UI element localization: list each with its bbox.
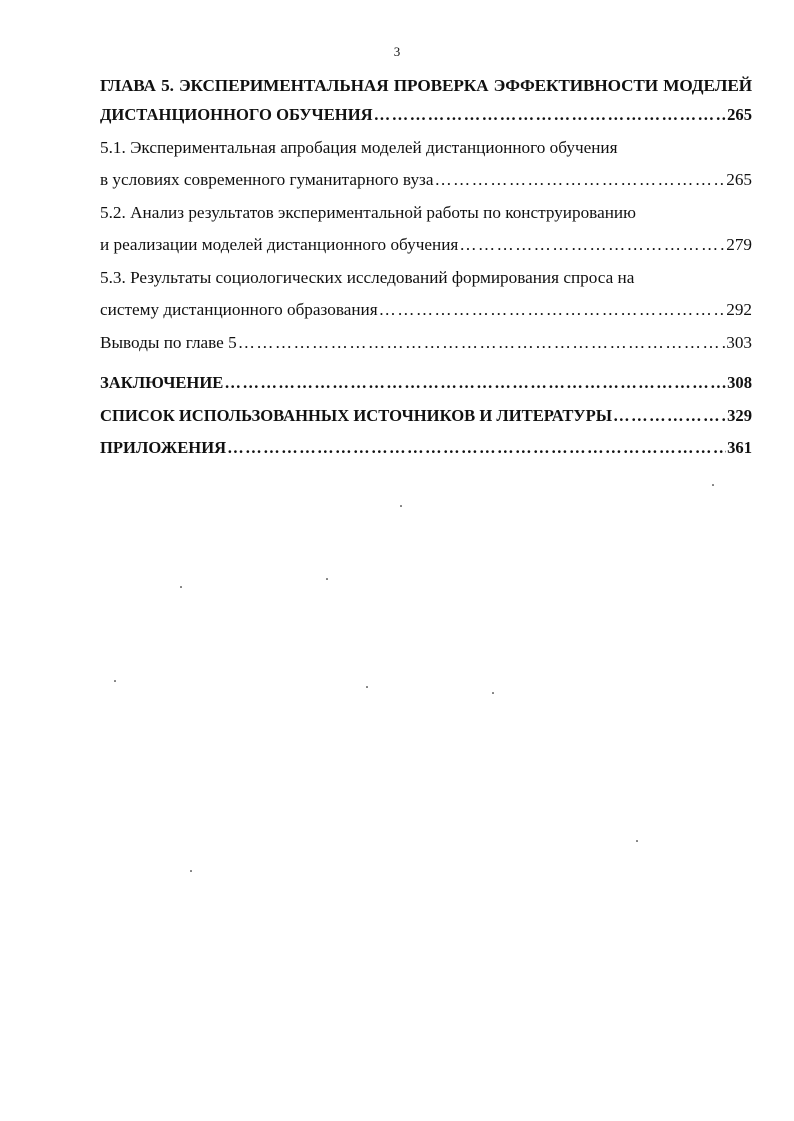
scan-speck — [712, 484, 714, 486]
conclusions-title: Выводы по главе 5 — [100, 332, 237, 352]
leader-dots — [224, 367, 726, 400]
section-title-text: и реализации моделей дистанционного обучения — [100, 235, 459, 254]
toc-chapter-5 — [100, 73, 752, 132]
section-title-line1: 5.1. Экспериментальная апробация моделей дистанционного обучения — [100, 137, 618, 157]
scan-speck — [366, 686, 368, 688]
scan-speck — [190, 870, 192, 872]
chapter-title-line2 — [100, 99, 752, 132]
toc-appendices — [100, 432, 752, 465]
section-title-text: систему дистанционного образования — [100, 300, 378, 319]
page-number: 3 — [393, 44, 401, 59]
chapter-title-text: ДИСТАНЦИОННОГО ОБУЧЕНИЯ — [100, 105, 373, 124]
scan-speck — [180, 586, 182, 588]
toc-conclusion — [100, 367, 752, 400]
back-matter-title: ПРИЛОЖЕНИЯ — [100, 438, 227, 457]
section-title-line1: 5.2. Анализ результатов экспериментальной работы по конструированию — [100, 202, 636, 222]
section-page: 265 — [726, 170, 752, 189]
back-matter-title: СПИСОК ИСПОЛЬЗОВАННЫХ ИСТОЧНИКОВ И ЛИТЕРАТУРЫ — [100, 405, 613, 425]
conclusions-page: 303 — [726, 332, 752, 352]
leader-dots — [227, 432, 726, 465]
section-title-text: в условиях современного гуманитарного вуза — [100, 170, 434, 189]
section-page: 279 — [726, 235, 752, 254]
section-title-line2 — [100, 294, 752, 327]
toc-references — [100, 400, 752, 433]
back-matter-page: 361 — [727, 438, 752, 457]
leader-dots — [374, 99, 727, 132]
scan-speck — [114, 680, 116, 682]
scan-speck — [636, 840, 638, 842]
back-matter-page: 308 — [727, 373, 752, 392]
back-matter-page: 329 — [727, 405, 752, 425]
table-of-contents — [100, 70, 752, 465]
toc-section-5-3 — [100, 262, 752, 327]
leader-dots — [238, 327, 726, 360]
scan-speck — [400, 505, 402, 507]
section-title-line2 — [100, 229, 752, 262]
section-title-line2 — [100, 164, 752, 197]
toc-conclusions-chapter-5 — [100, 327, 752, 360]
leader-dots — [379, 294, 726, 327]
chapter-page: 265 — [727, 105, 752, 124]
leader-dots — [613, 400, 726, 433]
spacer — [100, 359, 752, 367]
scan-speck — [326, 578, 328, 580]
toc-section-5-1 — [100, 132, 752, 197]
toc-section-5-2 — [100, 197, 752, 262]
scan-speck — [492, 692, 494, 694]
leader-dots — [459, 229, 725, 262]
chapter-title-line1: ГЛАВА 5. ЭКСПЕРИМЕНТАЛЬНАЯ ПРОВЕРКА ЭФФЕКТИВНОСТИ МОДЕЛЕЙ — [100, 76, 752, 95]
back-matter-title: ЗАКЛЮЧЕНИЕ — [100, 373, 224, 392]
section-title-line1: 5.3. Результаты социологических исследований формирования спроса на — [100, 267, 635, 287]
leader-dots — [434, 164, 725, 197]
section-page: 292 — [726, 300, 752, 319]
